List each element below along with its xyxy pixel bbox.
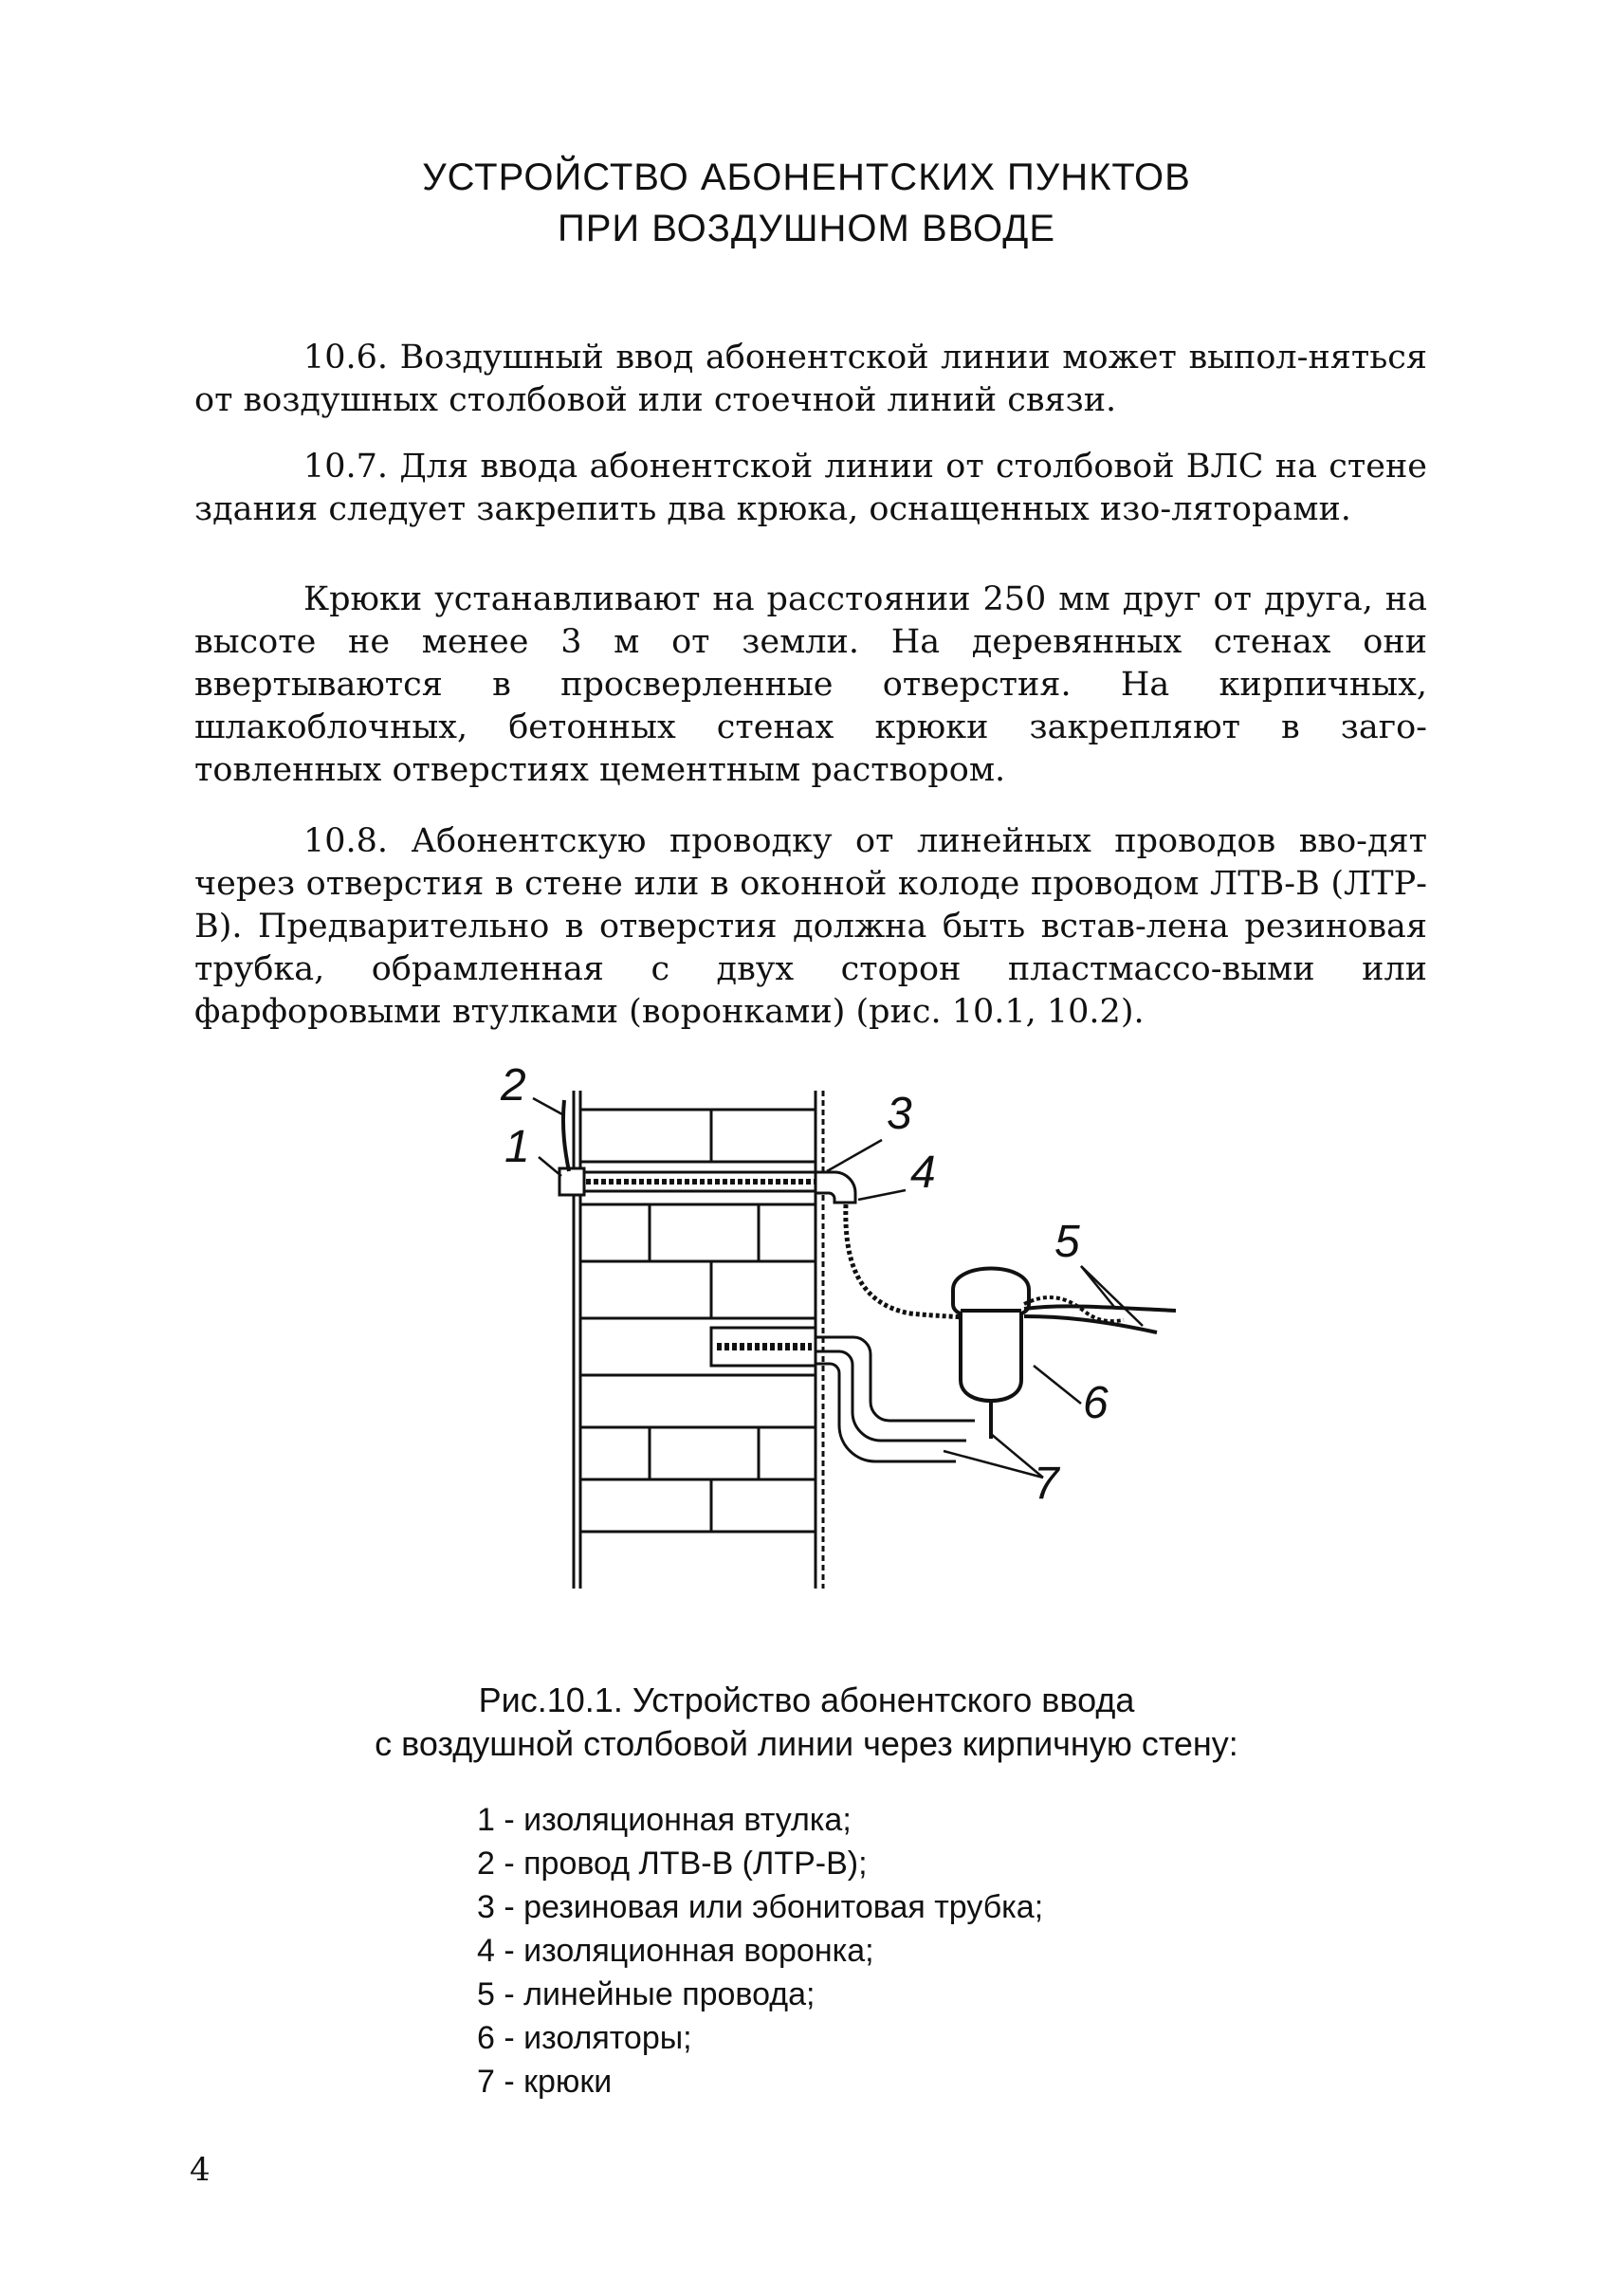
insulator [953, 1269, 1029, 1440]
legend-item: 5 - линейные провода; [477, 1976, 816, 2012]
legend-item: 7 - крюки [477, 2064, 613, 2100]
label-4: 4 [910, 1148, 936, 1198]
title-line-1: УСТРОЙСТВО АБОНЕНТСКИХ ПУНКТОВ [422, 156, 1191, 198]
figure-10-1-diagram [474, 1062, 1195, 1593]
legend-item: 4 - изоляционная воронка; [477, 1933, 874, 1969]
legend-item: 3 - резиновая или эбонитовая трубка; [477, 1889, 1044, 1925]
caption-line-2: с воздушной столбовой линии через кирпичную стену: [375, 1724, 1238, 1763]
drop-wire [563, 1100, 569, 1171]
figure-caption [0, 1679, 1613, 1766]
paragraph-10-6: 10.6. Воздушный ввод абонентской линии может выпол-няться от воздушных столбовой или стоечной линий связи. [194, 339, 1427, 419]
page-number: 4 [190, 2151, 211, 2189]
line-wires [1024, 1297, 1176, 1332]
legend-item: 2 - провод ЛТВ-В (ЛТР-В); [477, 1846, 868, 1882]
label-1: 1 [504, 1122, 530, 1172]
legend-item: 1 - изоляционная втулка; [477, 1802, 852, 1838]
title-line-2: ПРИ ВОЗДУШНОМ ВВОДЕ [558, 208, 1055, 249]
section-title [0, 152, 1613, 254]
label-5: 5 [1054, 1217, 1080, 1267]
paragraph-10-8: 10.8. Абонентскую проводку от линейных проводов вво-дят через отверстия в стене или в оконной колоде проводом ЛТВ-В (ЛТР-В). Предварительно в отверстия должна быть встав-лена резиновая трубка, обрамленная с двух сторон пластмассо-выми или фарфоровыми втулками (воронками) (рис. 10.1, 10.2). [194, 822, 1427, 1031]
caption-line-1: Рис.10.1. Устройство абонентского ввода [478, 1681, 1135, 1719]
label-3: 3 [887, 1089, 912, 1139]
rubber-tube [559, 1168, 855, 1203]
paragraph-hooks: Крюки устанавливают на расстоянии 250 мм друг от друга, на высоте не менее 3 м от земли. На деревянных стенах они ввертываются в просверленные отверстия. На кирпичных, шлакоблочных, бетонных стенах крюки закрепляют в заго-товленных отверстиях цементным раствором. [194, 580, 1427, 789]
figure-legend [477, 1798, 1043, 2103]
paragraph-10-7: 10.7. Для ввода абонентской линии от столбовой ВЛС на стене здания следует закрепить два крюка, оснащенных изо-ляторами. [194, 448, 1427, 528]
label-2: 2 [501, 1062, 526, 1111]
label-7: 7 [1034, 1459, 1059, 1509]
hooks [711, 1328, 975, 1461]
legend-item: 6 - изоляторы; [477, 2020, 692, 2056]
label-6: 6 [1083, 1378, 1109, 1428]
